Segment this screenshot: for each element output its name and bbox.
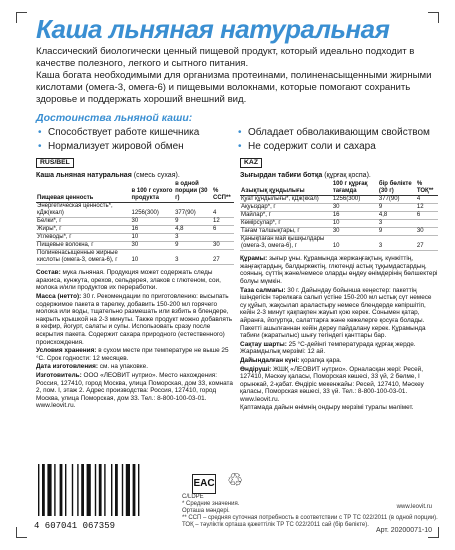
table-cell: Энергетическая ценность*, кДж(ккал) [36,203,131,218]
table-cell: 3 [174,234,212,242]
table-cell: Пищевые волокна, г [36,242,131,250]
table-cell: 30 [332,228,378,236]
nutrition-table [240,181,438,251]
description-paragraph: Сақтау шарты: 25 °С-дейінгі температурада құрғақ жерде. Жарамдылық мерзімі: 12 ай. [240,340,416,356]
table-row [240,220,438,228]
eac-mark: EAC [192,474,216,494]
product-title: Каша льняная натуральная [36,14,390,44]
intro-paragraph: Классический биологически ценный пищевой продукт, который идеально подходит в качестве полезного, легкого и сытного питания. [36,46,415,69]
recycle-code: C/LDPE [182,494,204,500]
table-cell: 16 [131,226,175,234]
crop-mark [16,12,27,23]
table-cell: 1256(300) [131,203,175,218]
nutrition-heading: Зығырдан табиғи ботқа (құрғақ қоспа). [240,171,371,179]
table-cell: 6 [212,226,234,234]
product-description [36,269,234,410]
crop-mark [428,12,439,23]
description-paragraph: Қаптамада дайын өнімнің ондыру мерзімі туралы мәлімет. [240,404,414,412]
table-header: 100 г құрғақ тағамда [332,181,378,196]
description-paragraph: Изготовитель: ООО «ЛЕОВИТ нутрио». Место нахождения: Россия, 127410, город Москва, улица Поморская, дом 33, комната 2, пом. I, этаж 2. Адрес производства: Россия, 127410, город Москва, улица Поморская, дом 33. Тел.: 8-800-100-03-01. www.leovit.ru. [36,371,233,410]
table-cell: 9 [378,204,416,212]
table-cell: 10 [332,236,378,251]
description-paragraph: Состав: мука льняная. Продукция может содержать следы арахиса, кунжута, орехов, сельдерея, злаков с глютеном, сои, молока и/или продуктов их переработки. [36,269,221,292]
table-cell: 9 [174,242,212,250]
table-cell: 10 [131,250,175,265]
product-intro [36,46,436,106]
table-cell: 12 [212,218,234,226]
footnote: * Средние значения. [182,501,240,507]
table-cell: 30 [212,242,234,250]
description-paragraph: Өндіруші: ЖШҚ «ЛЕОВИТ нутрио». Орналасқан жері: Ресей, 127410, Мәскеу қаласы, Поморская көшесі, 33 үй, 2 бөлме, I орынжай, 2-қабат. Өндіріс мекенжайы: Ресей, 127410, Мәскеу қаласы, Поморская көшесі, 33 үй. Тел.: 8-800-100-03-01. www.leovit.ru. [240,365,424,403]
table-cell: Жиры*, г [36,226,131,234]
product-description [240,255,438,412]
crop-mark [16,527,27,538]
article-number: Арт. 20200071-10 [376,527,432,534]
table-cell: 30 [416,228,438,236]
benefits-title: Достоинства льняной каши: [36,112,193,124]
table-row [36,218,234,226]
table-cell [416,220,438,228]
table-row [240,236,438,251]
table-cell: Белки*, г [36,218,131,226]
table-cell: Қуат құндылығы*, кДж(ккал) [240,196,332,204]
table-cell: 3 [378,220,416,228]
footnote: Орташа мәндері. [182,508,230,514]
kazakh-column [240,158,438,413]
footnotes [182,494,442,529]
table-cell: 4,8 [378,212,416,220]
table-cell: 30 [332,204,378,212]
table-row [240,204,438,212]
table-cell: 9 [174,218,212,226]
intro-paragraph: Каша богата необходимыми для организма протеинами, полиненасыщенными жирными кислотами (омега-3, омега-6) и пищевыми волокнами, которые помогают сохранить здоровье и поддержать хороший внешний вид. [36,70,432,105]
table-cell: 6 [416,212,438,220]
table-cell: 30 [131,218,175,226]
benefits-list [36,126,436,154]
nutrition-heading: Каша льняная натуральная (смесь сухая). [36,171,180,179]
footnote: ТОҚ – тәуліктік орташа қажеттілік ТР ТС 022/2011 сай (бір бөлікте). [182,522,369,528]
table-cell: Углеводы*, г [36,234,131,242]
table-cell: 4 [416,196,438,204]
table-row [36,242,234,250]
table-cell: 3 [174,250,212,265]
recycle-icon: ♲ [227,470,244,490]
table-row [36,203,234,218]
benefit-item: • Нормализует жировой обмен [36,140,236,154]
barcode-number: 4 607041 067359 [34,521,116,530]
table-cell: 1256(300) [332,196,378,204]
table-row [240,228,438,236]
table-cell [212,234,234,242]
table-row [36,250,234,265]
table-cell: 27 [416,236,438,251]
table-header: Пищевая ценность [36,181,131,203]
table-cell: 12 [416,204,438,212]
table-header: в одной порции (30 г) [174,181,212,203]
table-cell: 4 [212,203,234,218]
table-cell: 377(90) [174,203,212,218]
nutrition-table [36,181,234,265]
benefit-item: • Обладает обволакивающим свойством [236,126,436,140]
table-header: % ТОҚ** [416,181,438,196]
table-cell: Полиненасыщенные жирные кислоты (омега-3, омега-6), г [36,250,131,265]
table-cell: Ақуыздар*, г [240,204,332,212]
table-cell: 27 [212,250,234,265]
description-paragraph: Дата изготовления: см. на упаковке. [36,363,148,371]
table-row [240,196,438,204]
website: www.leovit.ru [396,504,432,510]
table-row [36,226,234,234]
table-cell: 30 [131,242,175,250]
description-paragraph: Масса (нетто): 30 г. Рекомендации по приготовлению: высыпать содержимое пакета в тарелку, добавить 150-200 мл горячего молока или воды, тщательно размешать или взбить в блендере, накрыть крышкой на 2-3 минуты. Также продукт можно добавлять в кефир, йогурт, салаты и супы. Использовать сразу после вскрытия пакета. Содержит сахара природного (естественного) происхождения. [36,292,233,346]
label-footer [32,460,438,534]
table-cell: Қанықпаған май қышқылдары (омега-3, омега-6), г [240,236,332,251]
table-cell: Көмірсулар*, г [240,220,332,228]
benefit-item: • Способствует работе кишечника [36,126,236,140]
description-paragraph: Дайындалған күні: қорапқа қара. [240,356,342,364]
table-cell: 10 [332,220,378,228]
benefit-item: • Не содержит соли и сахара [236,140,436,154]
table-cell: 9 [378,228,416,236]
footnote: ** ССП – средняя суточная потребность в соответствии с ТР ТС 022/2011 (в одной порции). [182,515,438,521]
table-header: % ССП** [212,181,234,203]
barcode [32,460,152,530]
table-row [36,234,234,242]
description-paragraph: Условия хранения: в сухом месте при температуре не выше 25 °С. Срок годности: 12 месяцев. [36,347,229,362]
russian-column [36,158,234,411]
table-row [240,212,438,220]
table-cell: 3 [378,236,416,251]
table-cell: 16 [332,212,378,220]
table-cell: 377(90) [378,196,416,204]
table-cell: Тағам талшықтары, г [240,228,332,236]
table-header: Азықтық құндылығы [240,181,332,196]
language-tag: RUS/BEL [36,158,74,168]
table-cell: Майлар*, г [240,212,332,220]
table-cell: 10 [131,234,175,242]
table-header: бір бөлікте (30 г) [378,181,416,196]
table-cell: 4,8 [174,226,212,234]
description-paragraph: Құрамы: зығыр ұны. Құрамында жержаңғақтың, күнжіттің, жаңғақтардың, балдыркөктің, глютенді астық тұқымдастардың, сояның, сүттің және/немесе оларды өңдеу өнімдерінің бөлшектері болуы мүмкін. [240,255,438,285]
table-header: в 100 г сухого продукта [131,181,175,203]
description-paragraph: Таза салмағы: 30 г. Дайындау бойынша кеңестер: пакеттің ішіндегісін тәрелкаға салып үстіне 150-200 мл ыстық сүт немесе су құйып, жақсылап араластыру немесе блендерде көпіршітіп, кейін 2-3 минут қақпақпен жауып қою керек. Сонымен қатар, айранға, йогуртқа, салаттарға және көжелерге қосуға болады. Пакетті ашылғаннан кейін дереу пайдалану керек. Құрамында табиғи (жаратылыс) шығу тегіндегі қанттары бар. [240,286,432,340]
language-tag: KAZ [240,158,262,168]
